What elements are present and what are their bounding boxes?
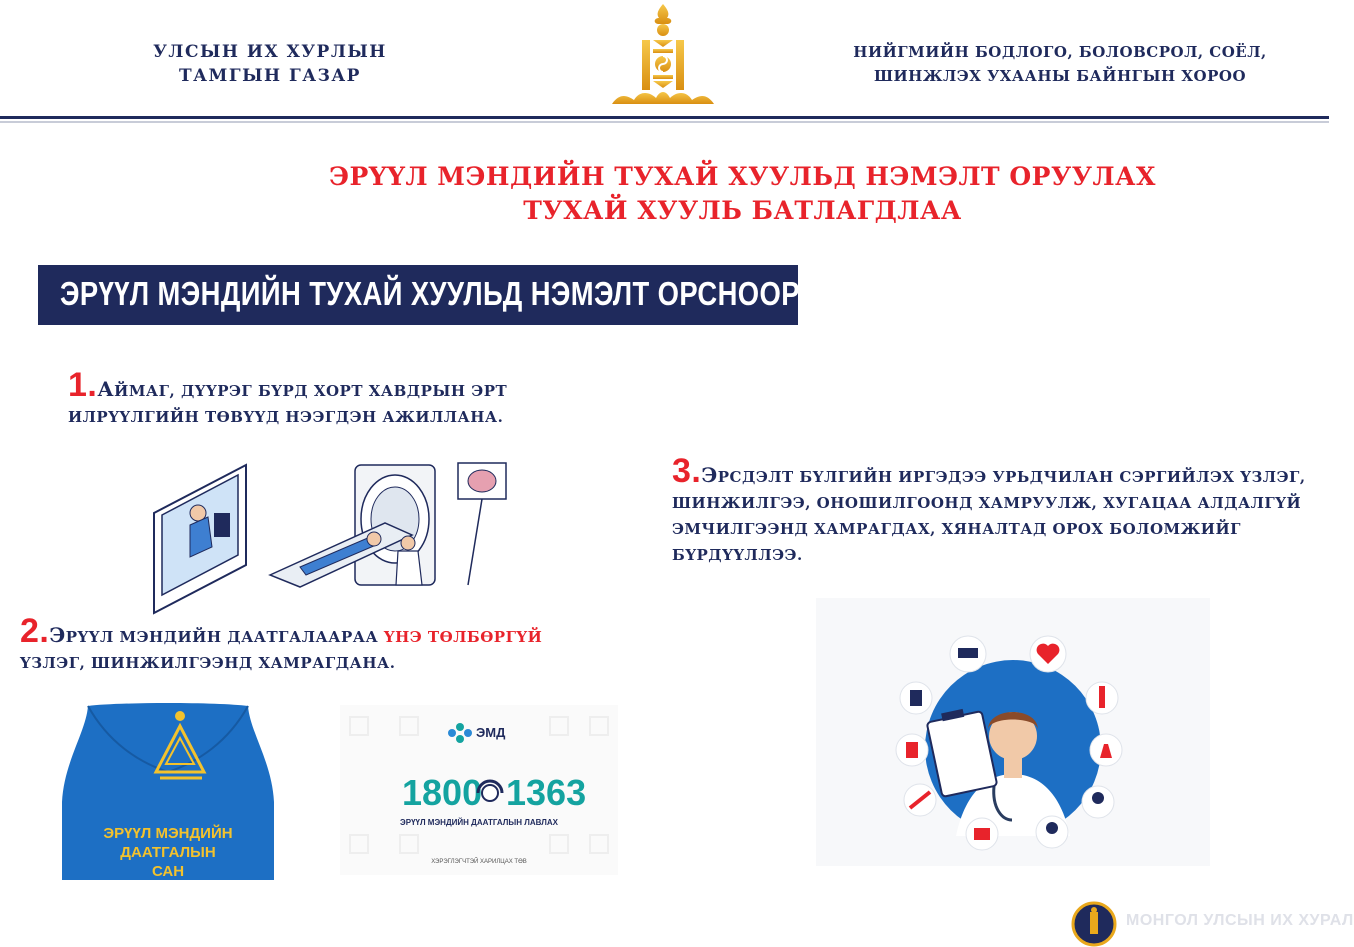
doctor-illustration [816, 598, 1210, 866]
first-aid-icon [966, 818, 998, 850]
hotline-number-right: 1363 [506, 772, 587, 813]
fund-line3: САН [151, 863, 185, 880]
list-item-3-text2: ШИНЖИЛГЭЭ, ОНОШИЛГООНД ХАМРУУЛЖ, ХУГАЦАА АЛДАЛГҮЙ [672, 494, 1302, 512]
nurse-icon [1082, 786, 1114, 818]
list-item-3-line1 [672, 452, 1312, 490]
list-item-1-text2: ИЛРҮҮЛГИЙН ТӨВҮҮД НЭЭГДЭН АЖИЛЛАНА. [68, 408, 504, 426]
dropper-icon [1086, 682, 1118, 714]
org-left-line1: УЛСЫН ИХ ХУРЛЫН [153, 42, 387, 62]
list-item-3-text3: ЭМЧИЛГЭЭНД ХАМРАГДАХ, ХЯНАЛТАД ОРОХ БОЛОМЖИЙГ [672, 520, 1241, 538]
heart-icon [1030, 636, 1066, 672]
pill-bottle-icon [900, 682, 932, 714]
list-item-3-text1: РСДЭЛТ БҮЛГИЙН ИРГЭДЭЭ УРЬДЧИЛАН СЭРГИЙЛЭХ ҮЗЛЭГ, [717, 468, 1306, 486]
patient-icon [1036, 816, 1068, 848]
footer-text: МОНГОЛ УЛСЫН ИХ ХУРАЛ [1126, 912, 1354, 929]
ct-scan-illustration [150, 455, 515, 595]
page-title-line1: ЭРҮҮЛ МЭНДИЙН ТУХАЙ ХУУЛЬД НЭМЭЛТ ОРУУЛАХ [329, 162, 1156, 191]
section-banner [38, 265, 818, 325]
org-left-line2: ТАМГЫН ГАЗАР [179, 66, 361, 86]
list-item-2-initial: Э [49, 623, 66, 647]
list-item-2-text2: ҮЗЛЭГ, ШИНЖИЛГЭЭНД ХАМРАГДАНА. [20, 654, 396, 672]
list-item-2-number: 2. [20, 612, 50, 650]
insurance-fund-logo [58, 702, 278, 880]
list-item-1-line1 [68, 366, 628, 404]
header-divider-shadow [0, 121, 1329, 123]
section-banner-text: ЭРҮҮЛ МЭНДИЙН ТУХАЙ ХУУЛЬД НЭМЭЛТ ОРСНООР : [60, 275, 818, 312]
org-right-line2: ШИНЖЛЭХ УХААНЫ БАЙНГЫН ХОРОО [873, 67, 1247, 85]
emd-brand: ЭМД [476, 725, 506, 740]
page-title-line2: ТУХАЙ ХУУЛЬ БАТЛАГДЛАА [523, 196, 962, 225]
list-item-2-highlight: ҮНЭ ТӨЛБӨРГҮЙ [383, 628, 543, 646]
header [0, 0, 1329, 118]
list-item-1-initial: А [97, 377, 115, 401]
list-item-2 [20, 612, 640, 676]
hotline-number-left: 1800 [402, 772, 483, 813]
flask-icon [1090, 734, 1122, 766]
list-item-3 [672, 452, 1312, 568]
header-divider [0, 116, 1329, 119]
parliament-logo-icon [1070, 900, 1118, 946]
list-item-2-text1: РҮҮЛ МЭНДИЙН ДААТГАЛААРАА [65, 628, 384, 646]
hotline-caption: ЭРҮҮЛ МЭНДИЙН ДААТГАЛЫН ЛАВЛАХ [400, 818, 558, 827]
org-right-line1: НИЙГМИЙН БОДЛОГО, БОЛОВСРОЛ, СОЁЛ, [853, 43, 1267, 61]
org-left [110, 40, 430, 88]
list-item-1-text1: ЙМАГ, ДҮҮРЭГ БҮРД ХОРТ ХАВДРЫН ЭРТ [114, 382, 508, 400]
list-item-3-number: 3. [672, 452, 702, 490]
ambulance-icon [950, 636, 986, 672]
fund-line2: ДААТГАЛЫН [120, 844, 216, 861]
list-item-2-line1 [20, 612, 640, 650]
org-right [850, 40, 1270, 88]
list-item-1-number: 1. [68, 366, 98, 404]
list-item-1 [68, 366, 628, 430]
list-item-3-initial: Э [701, 463, 718, 487]
blood-bag-icon [896, 734, 928, 766]
page-title [250, 160, 1235, 228]
soyombo-emblem-icon [606, 0, 720, 108]
hotline-subcaption: ХЭРЭГЛЭГЧТЭЙ ХАРИЛЦАХ ТӨВ [431, 859, 527, 865]
fund-line1: ЭРҮҮЛ МЭНДИЙН [103, 825, 233, 842]
syringe-icon [904, 784, 936, 816]
list-item-3-text4: БҮРДҮҮЛЛЭЭ. [672, 546, 803, 564]
hotline-graphic [340, 705, 618, 875]
